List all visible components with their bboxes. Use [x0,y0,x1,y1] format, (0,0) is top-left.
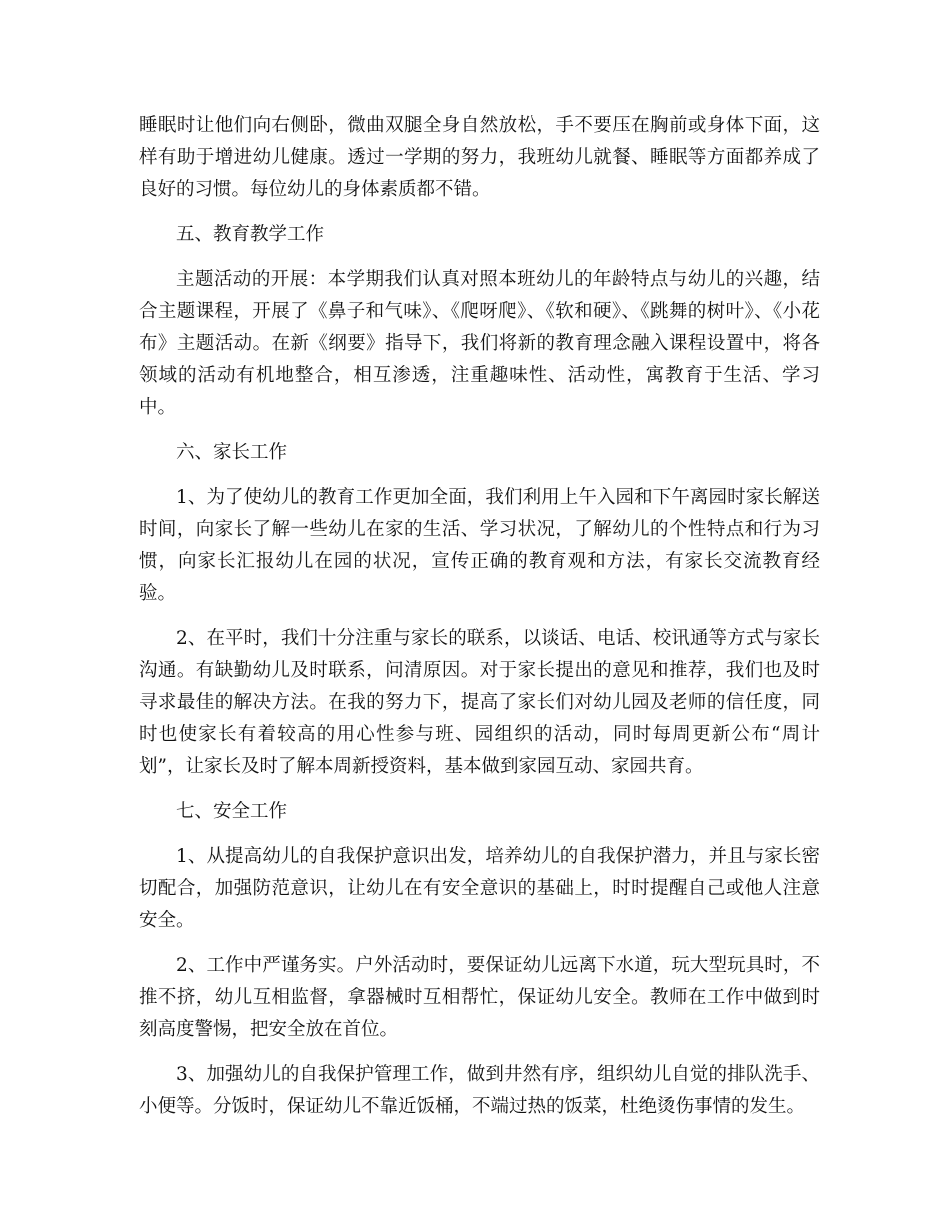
section-heading-parents: 六、家长工作 [176,442,288,463]
paragraph-safety-1: 1、从提高幼儿的自我保护意识出发，培养幼儿的自我保护潜力，并且与家长密切配合，加强防范意识，让幼儿在有安全意识的基础上，时时提醒自己或他人注意安全。 [139,846,820,931]
paragraph-parents-1: 1、为了使幼儿的教育工作更加全面，我们利用上午入园和下午离园时家长解送时间，向家长了解一些幼儿在家的生活、学习状况，了解幼儿的个性特点和行为习惯，向家长汇报幼儿在园的状况，宣传正确的教育观和方法，有家长交流教育经验。 [139,487,820,604]
paragraph-parents-2: 2、在平时，我们十分注重与家长的联系，以谈话、电话、校讯通等方式与家长沟通。有缺勤幼儿及时联系，问清原因。对于家长提出的意见和推荐，我们也及时寻求最佳的解决方法。在我的努力下，提高了家长们对幼儿园及老师的信任度，同时也使家长有着较高的用心性参与班、园组织的活动，同时每周更新公布“周计划”，让家长及时了解本周新授资料，基本做到家园互动、家园共育。 [139,628,820,777]
document-body [139,110,820,1136]
paragraph-safety-2: 2、工作中严谨务实。户外活动时，要保证幼儿远离下水道，玩大型玩具时，不推不挤，幼儿互相监督，拿器械时互相帮忙，保证幼儿安全。教师在工作中做到时刻高度警惕，把安全放在首位。 [139,955,820,1040]
paragraph-theme-activities: 主题活动的开展：本学期我们认真对照本班幼儿的年龄特点与幼儿的兴趣，结合主题课程，开展了《鼻子和气味》、《爬呀爬》、《软和硬》、《跳舞的树叶》、《小花布》主题活动。在新《纲要》指导下，我们将新的教育理念融入课程设置中，将各领域的活动有机地整合，相互渗透，注重趣味性、活动性，寓教育于生活、学习中。 [139,269,820,418]
section-heading-teaching: 五、教育教学工作 [176,224,325,245]
paragraph-sleep-habits: 睡眠时让他们向右侧卧，微曲双腿全身自然放松，手不要压在胸前或身体下面，这样有助于增进幼儿健康。透过一学期的努力，我班幼儿就餐、睡眠等方面都养成了良好的习惯。每位幼儿的身体素质都不错。 [139,115,820,200]
paragraph-safety-3: 3、加强幼儿的自我保护管理工作，做到井然有序，组织幼儿自觉的排队洗手、小便等。分饭时，保证幼儿不靠近饭桶，不端过热的饭菜，杜绝烫伤事情的发生。 [139,1064,820,1117]
section-heading-safety: 七、安全工作 [176,801,288,822]
